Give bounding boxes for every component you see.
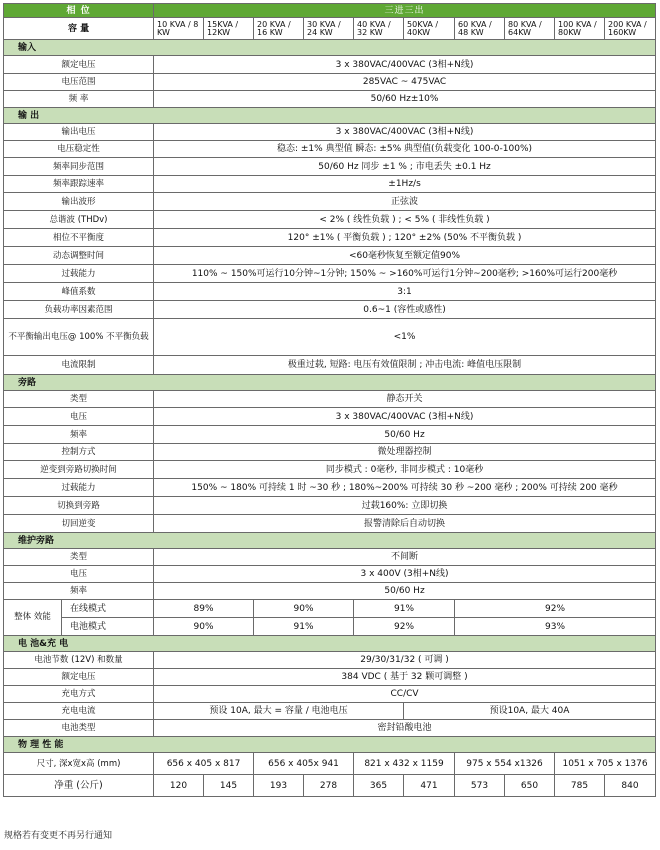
spec-row xyxy=(4,74,656,91)
row-label: 输出电压 xyxy=(4,124,154,141)
row-label: 切换到旁路 xyxy=(4,497,154,515)
capacity-cell: 30 KVA / 24 KW xyxy=(304,18,354,40)
efficiency-value: 91% xyxy=(354,600,455,618)
row-value: CC/CV xyxy=(154,686,656,703)
spec-row xyxy=(4,91,656,108)
spec-row xyxy=(4,356,656,375)
capacity-cell: 60 KVA / 48 KW xyxy=(455,18,505,40)
row-value: 微处理器控制 xyxy=(154,444,656,461)
efficiency-value: 89% xyxy=(154,600,254,618)
efficiency-value: 90% xyxy=(154,618,254,636)
row-value: 3 x 380VAC/400VAC (3相+N线) xyxy=(154,124,656,141)
row-label: 动态调整时间 xyxy=(4,247,154,265)
row-label: 频率同步范围 xyxy=(4,158,154,176)
row-value: 预设 10A, 最大 = 容量 / 电池电压 xyxy=(154,703,404,720)
row-label: 频率跟踪速率 xyxy=(4,176,154,193)
weight-value: 365 xyxy=(354,775,404,797)
row-value: < 2% ( 线性负载 ) ; < 5% ( 非线性负载 ) xyxy=(154,211,656,229)
weight-value: 120 xyxy=(154,775,204,797)
spec-row xyxy=(4,497,656,515)
row-label: 电流限制 xyxy=(4,356,154,375)
row-value: 50/60 Hz xyxy=(154,426,656,444)
capacity-cell: 15KVA / 12KW xyxy=(204,18,254,40)
row-label: 过载能力 xyxy=(4,479,154,497)
spec-row xyxy=(4,652,656,669)
row-label: 额定电压 xyxy=(4,669,154,686)
row-value: 29/30/31/32 ( 可调 ) xyxy=(154,652,656,669)
row-label: 频率 xyxy=(4,426,154,444)
row-value: 预设10A, 最大 40A xyxy=(404,703,656,720)
efficiency-value: 92% xyxy=(455,600,656,618)
row-label: 类型 xyxy=(4,391,154,408)
weight-value: 840 xyxy=(605,775,656,797)
phase-value: 三进三出 xyxy=(154,4,656,18)
row-label: 充电电流 xyxy=(4,703,154,720)
row-value: 稳态: ±1% 典型值 瞬态: ±5% 典型值(负载变化 100-0-100%) xyxy=(154,141,656,158)
spec-row xyxy=(4,193,656,211)
efficiency-value: 92% xyxy=(354,618,455,636)
battery-section-title: 电 池&充 电 xyxy=(4,636,656,652)
row-label: 充电方式 xyxy=(4,686,154,703)
row-label: 相位不平衡度 xyxy=(4,229,154,247)
row-value: 报警清除后自动切换 xyxy=(154,515,656,533)
row-value: 3:1 xyxy=(154,283,656,301)
physical-section-title: 物 理 性 能 xyxy=(4,737,656,753)
capacity-cell: 10 KVA / 8 KW xyxy=(154,18,204,40)
row-value: <60毫秒恢复至额定值90% xyxy=(154,247,656,265)
weight-value: 650 xyxy=(505,775,555,797)
spec-row xyxy=(4,426,656,444)
row-value: 120° ±1% ( 平衡负载 ) ; 120° ±2% (50% 不平衡负载 ) xyxy=(154,229,656,247)
row-label: 切回逆变 xyxy=(4,515,154,533)
input-section-title: 输入 xyxy=(4,40,656,56)
weight-value: 278 xyxy=(304,775,354,797)
efficiency-value: 91% xyxy=(254,618,354,636)
row-value: 静态开关 xyxy=(154,391,656,408)
spec-row xyxy=(4,176,656,193)
row-label: 电池节数 (12V) 和数量 xyxy=(4,652,154,669)
spec-row xyxy=(4,479,656,497)
spec-table xyxy=(3,3,656,797)
spec-row xyxy=(4,444,656,461)
row-value: 正弦波 xyxy=(154,193,656,211)
row-value: 过载160%: 立即切换 xyxy=(154,497,656,515)
row-value: 3 x 380VAC/400VAC (3相+N线) xyxy=(154,56,656,74)
spec-row xyxy=(4,56,656,74)
spec-row xyxy=(4,391,656,408)
row-label: 频率 xyxy=(4,583,154,600)
capacity-label: 容 量 xyxy=(4,18,154,40)
spec-row xyxy=(4,229,656,247)
online-mode-label: 在线模式 xyxy=(62,600,154,618)
capacity-cell: 20 KVA / 16 KW xyxy=(254,18,304,40)
row-label: 电池类型 xyxy=(4,720,154,737)
spec-row xyxy=(4,124,656,141)
maint-section-title: 维护旁路 xyxy=(4,533,656,549)
capacity-cell: 100 KVA / 80KW xyxy=(555,18,605,40)
spec-row xyxy=(4,549,656,566)
row-label: 负载功率因素范围 xyxy=(4,301,154,319)
capacity-cell: 50KVA / 40KW xyxy=(404,18,455,40)
row-label: 过载能力 xyxy=(4,265,154,283)
weight-value: 193 xyxy=(254,775,304,797)
row-value: 50/60 Hz xyxy=(154,583,656,600)
capacity-cell: 200 KVA / 160KW xyxy=(605,18,656,40)
spec-row xyxy=(4,265,656,283)
capacity-cell: 80 KVA / 64KW xyxy=(505,18,555,40)
row-label: 总谐波 (THDv) xyxy=(4,211,154,229)
battery-mode-label: 电池模式 xyxy=(62,618,154,636)
size-value: 656 x 405 x 817 xyxy=(154,753,254,775)
spec-row xyxy=(4,247,656,265)
spec-sheet xyxy=(3,3,655,797)
row-value: 150% ~ 180% 可持续 1 时 ~30 秒 ; 180%~200% 可持续 30 秒 ~200 毫秒 ; 200% 可持续 200 毫秒 xyxy=(154,479,656,497)
row-value: 110% ~ 150%可运行10分钟~1分钟; 150% ~ >160%可运行1分钟~200毫秒; >160%可运行200毫秒 xyxy=(154,265,656,283)
spec-row xyxy=(4,408,656,426)
size-value: 656 x 405x 941 xyxy=(254,753,354,775)
efficiency-label: 整体 效能 xyxy=(4,600,62,636)
row-label: 电压范围 xyxy=(4,74,154,91)
weight-value: 785 xyxy=(555,775,605,797)
row-value: 0.6~1 (容性或感性) xyxy=(154,301,656,319)
row-label: 逆变到旁路切换时间 xyxy=(4,461,154,479)
row-label: 不平衡输出电压@ 100% 不平衡负载 xyxy=(4,319,154,356)
weight-value: 573 xyxy=(455,775,505,797)
weight-value: 471 xyxy=(404,775,455,797)
spec-row xyxy=(4,566,656,583)
row-label: 电压 xyxy=(4,408,154,426)
size-value: 821 x 432 x 1159 xyxy=(354,753,455,775)
spec-row xyxy=(4,158,656,176)
row-value: 不间断 xyxy=(154,549,656,566)
row-label: 额定电压 xyxy=(4,56,154,74)
row-label: 电压稳定性 xyxy=(4,141,154,158)
row-value: 密封铅酸电池 xyxy=(154,720,656,737)
spec-row xyxy=(4,211,656,229)
output-section-title: 输 出 xyxy=(4,108,656,124)
weight-label: 净重 (公斤) xyxy=(4,775,154,797)
row-value: 3 x 380VAC/400VAC (3相+N线) xyxy=(154,408,656,426)
row-label: 类型 xyxy=(4,549,154,566)
row-label: 频 率 xyxy=(4,91,154,108)
spec-row xyxy=(4,141,656,158)
size-value: 1051 x 705 x 1376 xyxy=(555,753,656,775)
phase-label: 相 位 xyxy=(4,4,154,18)
weight-value: 145 xyxy=(204,775,254,797)
spec-row xyxy=(4,461,656,479)
row-label: 电压 xyxy=(4,566,154,583)
spec-row xyxy=(4,686,656,703)
capacity-cell: 40 KVA / 32 KW xyxy=(354,18,404,40)
spec-row xyxy=(4,301,656,319)
size-label: 尺寸, 深x宽x高 (mm) xyxy=(4,753,154,775)
row-value: 50/60 Hz±10% xyxy=(154,91,656,108)
row-label: 峰值系数 xyxy=(4,283,154,301)
row-value: ±1Hz/s xyxy=(154,176,656,193)
row-value: 3 x 400V (3相+N线) xyxy=(154,566,656,583)
footnote: 规格若有变更不再另行通知 xyxy=(4,831,113,841)
row-value: <1% xyxy=(154,319,656,356)
bypass-section-title: 旁路 xyxy=(4,375,656,391)
row-value: 50/60 Hz 同步 ±1 % ; 市电丢失 ±0.1 Hz xyxy=(154,158,656,176)
row-label: 控制方式 xyxy=(4,444,154,461)
row-label: 输出波形 xyxy=(4,193,154,211)
row-value: 384 VDC ( 基于 32 颗可调整 ) xyxy=(154,669,656,686)
spec-row xyxy=(4,583,656,600)
efficiency-value: 93% xyxy=(455,618,656,636)
spec-row xyxy=(4,515,656,533)
row-value: 极重过载, 短路: 电压有效值限制 ; 冲击电流: 峰值电压限制 xyxy=(154,356,656,375)
spec-row xyxy=(4,669,656,686)
row-value: 285VAC ~ 475VAC xyxy=(154,74,656,91)
size-value: 975 x 554 x1326 xyxy=(455,753,555,775)
spec-row xyxy=(4,283,656,301)
efficiency-value: 90% xyxy=(254,600,354,618)
spec-row xyxy=(4,319,656,356)
row-value: 同步模式 : 0毫秒, 非同步模式 : 10毫秒 xyxy=(154,461,656,479)
